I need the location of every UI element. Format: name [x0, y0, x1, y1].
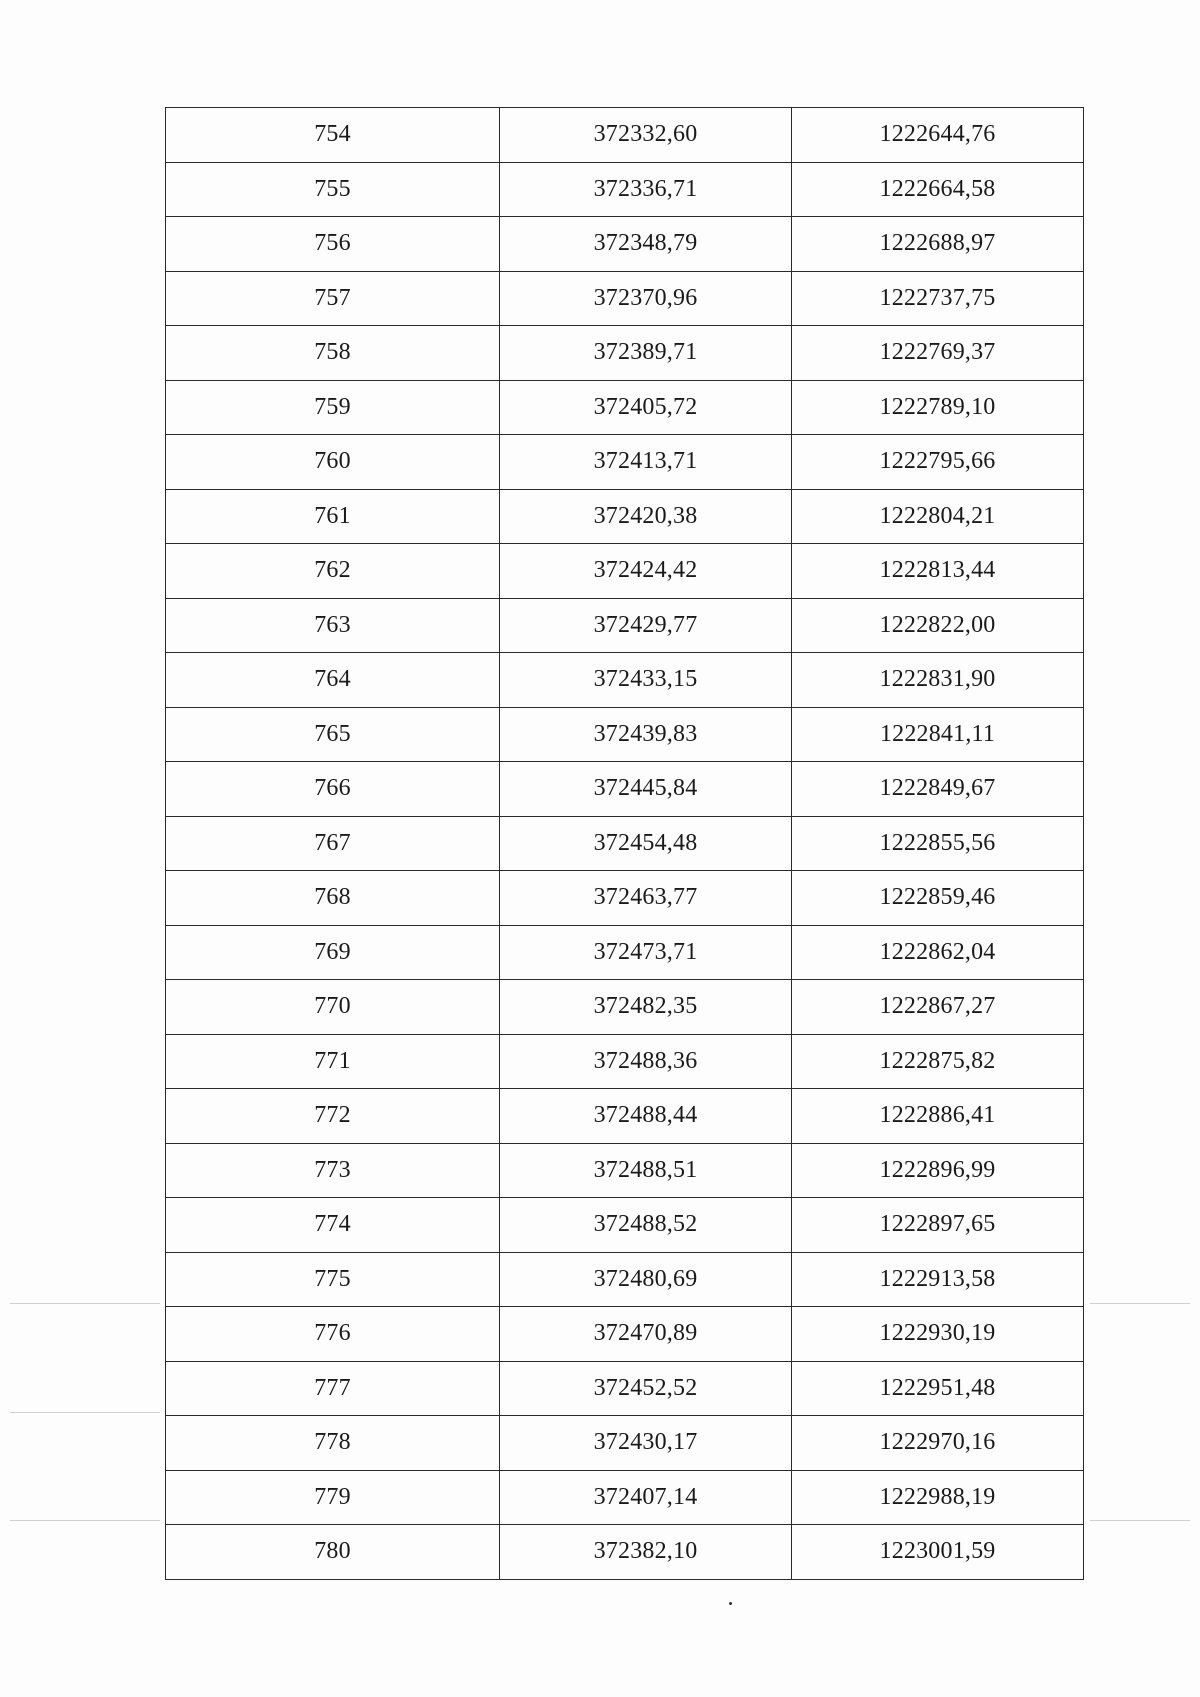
y-coordinate-cell: 1222951,48	[792, 1361, 1084, 1416]
point-number-cell: 772	[166, 1089, 500, 1144]
y-coordinate-cell: 1222855,56	[792, 816, 1084, 871]
table-row	[166, 980, 1084, 1035]
scan-artifact	[10, 1412, 160, 1413]
point-number-cell: 766	[166, 762, 500, 817]
point-number-cell: 768	[166, 871, 500, 926]
x-coordinate-cell: 372405,72	[500, 380, 792, 435]
y-coordinate-cell: 1222930,19	[792, 1307, 1084, 1362]
x-coordinate-cell: 372488,52	[500, 1198, 792, 1253]
x-coordinate-cell: 372433,15	[500, 653, 792, 708]
point-number-cell: 776	[166, 1307, 500, 1362]
table-row	[166, 217, 1084, 272]
y-coordinate-cell: 1222795,66	[792, 435, 1084, 490]
table-row	[166, 1361, 1084, 1416]
coordinates-table-body	[166, 108, 1084, 1580]
point-number-cell: 762	[166, 544, 500, 599]
y-coordinate-cell: 1222688,97	[792, 217, 1084, 272]
x-coordinate-cell: 372454,48	[500, 816, 792, 871]
table-row	[166, 871, 1084, 926]
point-number-cell: 777	[166, 1361, 500, 1416]
y-coordinate-cell: 1222822,00	[792, 598, 1084, 653]
point-number-cell: 769	[166, 925, 500, 980]
table-row	[166, 1034, 1084, 1089]
x-coordinate-cell: 372463,77	[500, 871, 792, 926]
point-number-cell: 770	[166, 980, 500, 1035]
x-coordinate-cell: 372407,14	[500, 1470, 792, 1525]
table-row	[166, 1416, 1084, 1471]
point-number-cell: 754	[166, 108, 500, 163]
y-coordinate-cell: 1222867,27	[792, 980, 1084, 1035]
x-coordinate-cell: 372348,79	[500, 217, 792, 272]
table-row	[166, 707, 1084, 762]
x-coordinate-cell: 372482,35	[500, 980, 792, 1035]
y-coordinate-cell: 1222913,58	[792, 1252, 1084, 1307]
point-number-cell: 758	[166, 326, 500, 381]
point-number-cell: 764	[166, 653, 500, 708]
point-number-cell: 759	[166, 380, 500, 435]
table-row	[166, 162, 1084, 217]
coordinates-table	[165, 107, 1084, 1580]
table-row	[166, 1252, 1084, 1307]
point-number-cell: 767	[166, 816, 500, 871]
scan-artifact	[1090, 1520, 1190, 1521]
x-coordinate-cell: 372424,42	[500, 544, 792, 599]
y-coordinate-cell: 1222813,44	[792, 544, 1084, 599]
table-row	[166, 435, 1084, 490]
point-number-cell: 761	[166, 489, 500, 544]
point-number-cell: 780	[166, 1525, 500, 1580]
table-row	[166, 108, 1084, 163]
scan-artifact	[1090, 1303, 1190, 1304]
x-coordinate-cell: 372336,71	[500, 162, 792, 217]
y-coordinate-cell: 1222804,21	[792, 489, 1084, 544]
x-coordinate-cell: 372488,44	[500, 1089, 792, 1144]
x-coordinate-cell: 372439,83	[500, 707, 792, 762]
point-number-cell: 765	[166, 707, 500, 762]
y-coordinate-cell: 1223001,59	[792, 1525, 1084, 1580]
x-coordinate-cell: 372473,71	[500, 925, 792, 980]
y-coordinate-cell: 1222862,04	[792, 925, 1084, 980]
table-row	[166, 544, 1084, 599]
y-coordinate-cell: 1222886,41	[792, 1089, 1084, 1144]
table-row	[166, 326, 1084, 381]
table-row	[166, 1089, 1084, 1144]
point-number-cell: 773	[166, 1143, 500, 1198]
scan-artifact	[10, 1303, 160, 1304]
x-coordinate-cell: 372452,52	[500, 1361, 792, 1416]
table-row	[166, 762, 1084, 817]
point-number-cell: 755	[166, 162, 500, 217]
point-number-cell: 756	[166, 217, 500, 272]
y-coordinate-cell: 1222841,11	[792, 707, 1084, 762]
table-row	[166, 1198, 1084, 1253]
x-coordinate-cell: 372488,51	[500, 1143, 792, 1198]
table-row	[166, 1143, 1084, 1198]
y-coordinate-cell: 1222664,58	[792, 162, 1084, 217]
y-coordinate-cell: 1222789,10	[792, 380, 1084, 435]
point-number-cell: 760	[166, 435, 500, 490]
x-coordinate-cell: 372389,71	[500, 326, 792, 381]
point-number-cell: 775	[166, 1252, 500, 1307]
x-coordinate-cell: 372470,89	[500, 1307, 792, 1362]
y-coordinate-cell: 1222897,65	[792, 1198, 1084, 1253]
table-row	[166, 598, 1084, 653]
x-coordinate-cell: 372488,36	[500, 1034, 792, 1089]
table-row	[166, 489, 1084, 544]
table-row	[166, 1525, 1084, 1580]
x-coordinate-cell: 372420,38	[500, 489, 792, 544]
point-number-cell: 778	[166, 1416, 500, 1471]
scan-artifact	[10, 1520, 160, 1521]
table-row	[166, 271, 1084, 326]
table-row	[166, 653, 1084, 708]
point-number-cell: 779	[166, 1470, 500, 1525]
table-row	[166, 1470, 1084, 1525]
x-coordinate-cell: 372370,96	[500, 271, 792, 326]
y-coordinate-cell: 1222875,82	[792, 1034, 1084, 1089]
dot-mark	[729, 1602, 732, 1605]
x-coordinate-cell: 372413,71	[500, 435, 792, 490]
y-coordinate-cell: 1222849,67	[792, 762, 1084, 817]
x-coordinate-cell: 372430,17	[500, 1416, 792, 1471]
y-coordinate-cell: 1222988,19	[792, 1470, 1084, 1525]
point-number-cell: 774	[166, 1198, 500, 1253]
y-coordinate-cell: 1222769,37	[792, 326, 1084, 381]
x-coordinate-cell: 372382,10	[500, 1525, 792, 1580]
y-coordinate-cell: 1222970,16	[792, 1416, 1084, 1471]
table-row	[166, 925, 1084, 980]
y-coordinate-cell: 1222644,76	[792, 108, 1084, 163]
y-coordinate-cell: 1222896,99	[792, 1143, 1084, 1198]
x-coordinate-cell: 372429,77	[500, 598, 792, 653]
y-coordinate-cell: 1222859,46	[792, 871, 1084, 926]
x-coordinate-cell: 372332,60	[500, 108, 792, 163]
point-number-cell: 763	[166, 598, 500, 653]
table-row	[166, 380, 1084, 435]
point-number-cell: 757	[166, 271, 500, 326]
table-row	[166, 816, 1084, 871]
x-coordinate-cell: 372445,84	[500, 762, 792, 817]
table-row	[166, 1307, 1084, 1362]
y-coordinate-cell: 1222831,90	[792, 653, 1084, 708]
point-number-cell: 771	[166, 1034, 500, 1089]
y-coordinate-cell: 1222737,75	[792, 271, 1084, 326]
x-coordinate-cell: 372480,69	[500, 1252, 792, 1307]
